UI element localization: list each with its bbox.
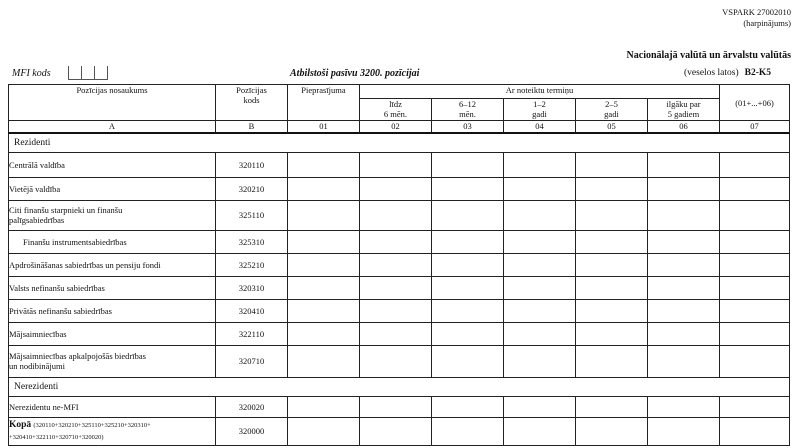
row-label: Apdrošināšanas sabiedrības un pensiju fondi	[9, 253, 216, 276]
col-letter: 07	[720, 121, 790, 133]
value-cell[interactable]	[576, 345, 648, 377]
row-label: Mājsaimniecības	[9, 322, 216, 345]
total-word: Kopā	[9, 420, 32, 430]
value-cell[interactable]	[720, 299, 790, 322]
table-row	[9, 200, 790, 230]
value-cell[interactable]	[504, 345, 576, 377]
value-cell[interactable]	[648, 322, 720, 345]
value-cell[interactable]	[432, 200, 504, 230]
value-cell[interactable]	[360, 345, 432, 377]
value-cell[interactable]	[720, 345, 790, 377]
col-letter: 02	[360, 121, 432, 133]
header-row-1	[9, 85, 790, 99]
value-cell[interactable]	[432, 417, 504, 445]
value-cell[interactable]	[360, 152, 432, 177]
value-cell[interactable]	[504, 417, 576, 445]
section-residents-label: Rezidenti	[9, 133, 790, 153]
col-header-term-03: 6–12 mēn.	[432, 99, 504, 121]
row-code: 320110	[216, 152, 288, 177]
column-letters-row	[9, 121, 790, 133]
row-label: Finanšu instrumentsabiedrības	[9, 230, 216, 253]
col-header-code: Pozīcijas kods	[216, 85, 288, 121]
value-cell[interactable]	[720, 253, 790, 276]
value-cell[interactable]	[648, 253, 720, 276]
value-cell[interactable]	[360, 299, 432, 322]
position-note: Atbilstoši pasīvu 3200. pozīcijai	[290, 68, 420, 79]
row-code: 322110	[216, 322, 288, 345]
value-cell[interactable]	[648, 177, 720, 200]
value-cell[interactable]	[576, 396, 648, 417]
col-header-term-02: līdz 6 mēn.	[360, 99, 432, 121]
value-cell[interactable]	[576, 230, 648, 253]
row-code: 325210	[216, 253, 288, 276]
value-cell[interactable]	[288, 396, 360, 417]
col-letter: B	[216, 121, 288, 133]
table-row	[9, 299, 790, 322]
value-cell[interactable]	[360, 230, 432, 253]
units-label	[684, 68, 771, 78]
value-cell[interactable]	[432, 396, 504, 417]
value-cell[interactable]	[720, 276, 790, 299]
value-cell[interactable]	[432, 276, 504, 299]
value-cell[interactable]	[360, 200, 432, 230]
value-cell[interactable]	[504, 299, 576, 322]
value-cell[interactable]	[648, 200, 720, 230]
value-cell[interactable]	[720, 417, 790, 445]
value-cell[interactable]	[576, 322, 648, 345]
table-row	[9, 345, 790, 377]
value-cell[interactable]	[576, 152, 648, 177]
value-cell[interactable]	[504, 152, 576, 177]
value-cell[interactable]	[648, 396, 720, 417]
value-cell[interactable]	[720, 177, 790, 200]
currency-title: Nacionālajā valūtā un ārvalstu valūtās	[626, 50, 791, 61]
value-cell[interactable]	[360, 276, 432, 299]
units-text: (veselos latos)	[684, 68, 739, 78]
value-cell[interactable]	[648, 299, 720, 322]
value-cell[interactable]	[432, 152, 504, 177]
row-label: Valsts nefinanšu sabiedrības	[9, 276, 216, 299]
value-cell[interactable]	[720, 230, 790, 253]
col-header-sum: (01+...+06)	[720, 85, 790, 121]
table-row	[9, 152, 790, 177]
value-cell[interactable]	[360, 177, 432, 200]
value-cell[interactable]	[648, 152, 720, 177]
value-cell[interactable]	[288, 230, 360, 253]
col-header-term: Ar noteiktu termiņu	[360, 85, 720, 99]
table-row	[9, 253, 790, 276]
value-cell[interactable]	[432, 322, 504, 345]
value-cell[interactable]	[504, 253, 576, 276]
col-header-name: Pozīcijas nosaukums	[9, 85, 216, 121]
row-label: Nerezidentu ne-MFI	[9, 396, 216, 417]
value-cell[interactable]	[360, 322, 432, 345]
table-row	[9, 177, 790, 200]
col-header-term-06: ilgāku par 5 gadiem	[648, 99, 720, 121]
value-cell[interactable]	[576, 253, 648, 276]
total-label	[9, 417, 216, 445]
row-code: 320310	[216, 276, 288, 299]
table-row	[9, 230, 790, 253]
value-cell[interactable]	[504, 230, 576, 253]
row-label: Mājsaimniecības apkalpojošās biedrības un nodibinājumi	[9, 345, 216, 377]
value-cell[interactable]	[648, 276, 720, 299]
value-cell[interactable]	[504, 396, 576, 417]
value-cell[interactable]	[576, 276, 648, 299]
section-nonresidents	[9, 377, 790, 396]
row-code: 320410	[216, 299, 288, 322]
value-cell[interactable]	[288, 177, 360, 200]
table-row	[9, 322, 790, 345]
form-code-number: VSPARK 27002010	[722, 7, 791, 17]
form-code-note: (harpinājums)	[743, 18, 791, 28]
value-cell[interactable]	[288, 345, 360, 377]
value-cell[interactable]	[360, 253, 432, 276]
value-cell[interactable]	[432, 345, 504, 377]
row-code: 320020	[216, 396, 288, 417]
mfi-label: MFI kods	[12, 68, 51, 79]
total-formula-2: +320410+322110+320710+320020)	[9, 434, 104, 441]
value-cell[interactable]	[432, 299, 504, 322]
value-cell[interactable]	[288, 276, 360, 299]
value-cell[interactable]	[288, 299, 360, 322]
row-label: Centrālā valdība	[9, 152, 216, 177]
value-cell[interactable]	[576, 200, 648, 230]
value-cell[interactable]	[648, 345, 720, 377]
col-letter: 05	[576, 121, 648, 133]
report-table	[8, 84, 790, 446]
value-cell[interactable]	[504, 276, 576, 299]
value-cell[interactable]	[504, 322, 576, 345]
total-code: 320000	[216, 417, 288, 445]
value-cell[interactable]	[288, 152, 360, 177]
total-row	[9, 417, 790, 445]
col-header-demand: Pieprasījuma	[288, 85, 360, 121]
value-cell[interactable]	[288, 253, 360, 276]
value-cell[interactable]	[360, 396, 432, 417]
col-header-term-04: 1–2 gadi	[504, 99, 576, 121]
value-cell[interactable]	[432, 253, 504, 276]
value-cell[interactable]	[576, 177, 648, 200]
section-nonresidents-label: Nerezidenti	[9, 377, 790, 396]
col-letter: A	[9, 121, 216, 133]
row-code: 320210	[216, 177, 288, 200]
form-id: B2-K5	[744, 68, 772, 78]
table-row	[9, 396, 790, 417]
value-cell[interactable]	[504, 200, 576, 230]
col-letter: 03	[432, 121, 504, 133]
table-row	[9, 276, 790, 299]
col-letter: 01	[288, 121, 360, 133]
value-cell[interactable]	[720, 200, 790, 230]
value-cell[interactable]	[288, 200, 360, 230]
value-cell[interactable]	[720, 152, 790, 177]
value-cell[interactable]	[576, 417, 648, 445]
value-cell[interactable]	[504, 177, 576, 200]
value-cell[interactable]	[576, 299, 648, 322]
mfi-code-boxes[interactable]	[68, 66, 108, 80]
value-cell[interactable]	[288, 417, 360, 445]
col-letter: 06	[648, 121, 720, 133]
value-cell[interactable]	[432, 230, 504, 253]
value-cell[interactable]	[648, 417, 720, 445]
value-cell[interactable]	[720, 322, 790, 345]
value-cell[interactable]	[720, 396, 790, 417]
row-label: Privātās nefinanšu sabiedrības	[9, 299, 216, 322]
row-label: Vietējā valdība	[9, 177, 216, 200]
section-residents	[9, 133, 790, 153]
col-header-term-05: 2–5 gadi	[576, 99, 648, 121]
row-label: Citi finanšu starpnieki un finanšu palīgsabiedrības	[9, 200, 216, 230]
resident-rows	[9, 152, 790, 377]
row-code: 325310	[216, 230, 288, 253]
col-letter: 04	[504, 121, 576, 133]
value-cell[interactable]	[360, 417, 432, 445]
total-formula-1: (320110+320210+325110+325210+320310+	[33, 422, 151, 429]
value-cell[interactable]	[432, 177, 504, 200]
row-code: 325110	[216, 200, 288, 230]
value-cell[interactable]	[648, 230, 720, 253]
row-code: 320710	[216, 345, 288, 377]
form-code	[722, 7, 791, 29]
value-cell[interactable]	[288, 322, 360, 345]
